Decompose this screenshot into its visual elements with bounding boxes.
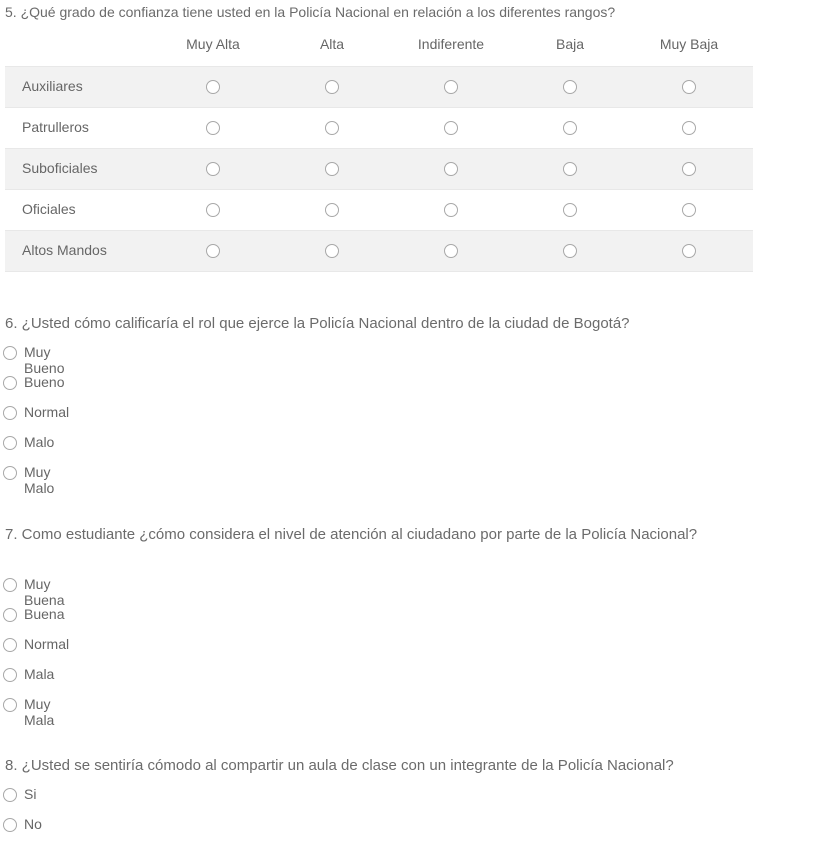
option-label: Bueno — [24, 374, 65, 390]
radio-altos-mandos-muy-alta[interactable] — [206, 244, 220, 258]
matrix-row-patrulleros — [5, 107, 753, 148]
column-indiferente: Indiferente — [417, 36, 485, 52]
row-label-patrulleros: Patrulleros — [22, 119, 89, 135]
option-label: Normal — [24, 636, 70, 652]
radio-suboficiales-baja[interactable] — [563, 162, 577, 176]
option-label: Muy Malo — [24, 464, 55, 496]
row-label-altos-mandos: Altos Mandos — [22, 242, 107, 258]
option-label: Muy Buena — [24, 576, 65, 608]
option-label: Malo — [24, 434, 55, 450]
radio-auxiliares-baja[interactable] — [563, 80, 577, 94]
radio-suboficiales-muy-baja[interactable] — [682, 162, 696, 176]
radio-altos-mandos-alta[interactable] — [325, 244, 339, 258]
radio-patrulleros-muy-baja[interactable] — [682, 121, 696, 135]
option-label: Normal — [24, 404, 70, 420]
radio-buena[interactable] — [3, 608, 17, 622]
question-5-title: 5. ¿Qué grado de confianza tiene usted en la Policía Nacional en relación a los diferentes rangos? — [5, 4, 616, 20]
radio-muy-mala[interactable] — [3, 698, 17, 712]
radio-patrulleros-muy-alta[interactable] — [206, 121, 220, 135]
confidence-matrix — [5, 32, 753, 272]
matrix-row-suboficiales — [5, 148, 753, 189]
radio-patrulleros-indiferente[interactable] — [444, 121, 458, 135]
question-8-title: 8. ¿Usted se sentiría cómodo al compartir un aula de clase con un integrante de la Policía Nacional? — [5, 757, 674, 774]
radio-mala[interactable] — [3, 668, 17, 682]
matrix-row-altos-mandos — [5, 230, 753, 272]
radio-patrulleros-alta[interactable] — [325, 121, 339, 135]
radio-altos-mandos-indiferente[interactable] — [444, 244, 458, 258]
column-baja: Baja — [555, 36, 585, 52]
radio-suboficiales-muy-alta[interactable] — [206, 162, 220, 176]
radio-auxiliares-muy-baja[interactable] — [682, 80, 696, 94]
radio-bueno[interactable] — [3, 376, 17, 390]
column-muy-alta: Muy Alta — [186, 36, 240, 52]
column-muy-baja: Muy Baja — [659, 36, 719, 52]
matrix-row-oficiales — [5, 189, 753, 230]
radio-oficiales-baja[interactable] — [563, 203, 577, 217]
radio-auxiliares-alta[interactable] — [325, 80, 339, 94]
radio-muy-buena[interactable] — [3, 578, 17, 592]
radio-oficiales-muy-alta[interactable] — [206, 203, 220, 217]
matrix-header — [5, 32, 753, 66]
radio-auxiliares-muy-alta[interactable] — [206, 80, 220, 94]
radio-si[interactable] — [3, 788, 17, 802]
radio-suboficiales-alta[interactable] — [325, 162, 339, 176]
question-6-title: 6. ¿Usted cómo calificaría el rol que ejerce la Policía Nacional dentro de la ciudad de Bogotá? — [5, 315, 630, 332]
radio-altos-mandos-muy-baja[interactable] — [682, 244, 696, 258]
option-label: Si — [24, 786, 37, 802]
radio-auxiliares-indiferente[interactable] — [444, 80, 458, 94]
column-alta: Alta — [319, 36, 345, 52]
radio-altos-mandos-baja[interactable] — [563, 244, 577, 258]
radio-normal[interactable] — [3, 638, 17, 652]
option-label: No — [24, 816, 42, 832]
row-label-suboficiales: Suboficiales — [22, 160, 98, 176]
radio-oficiales-muy-baja[interactable] — [682, 203, 696, 217]
option-label: Muy Bueno — [24, 344, 65, 376]
option-label: Muy Mala — [24, 696, 55, 728]
radio-malo[interactable] — [3, 436, 17, 450]
radio-patrulleros-baja[interactable] — [563, 121, 577, 135]
row-label-auxiliares: Auxiliares — [22, 78, 83, 94]
option-label: Mala — [24, 666, 55, 682]
row-label-oficiales: Oficiales — [22, 201, 76, 217]
radio-no[interactable] — [3, 818, 17, 832]
radio-oficiales-indiferente[interactable] — [444, 203, 458, 217]
radio-suboficiales-indiferente[interactable] — [444, 162, 458, 176]
matrix-row-auxiliares — [5, 66, 753, 107]
option-label: Buena — [24, 606, 65, 622]
radio-muy-bueno[interactable] — [3, 346, 17, 360]
radio-oficiales-alta[interactable] — [325, 203, 339, 217]
radio-normal[interactable] — [3, 406, 17, 420]
radio-muy-malo[interactable] — [3, 466, 17, 480]
question-7-title: 7. Como estudiante ¿cómo considera el nivel de atención al ciudadano por parte de la Policía Nacional? — [5, 526, 698, 543]
